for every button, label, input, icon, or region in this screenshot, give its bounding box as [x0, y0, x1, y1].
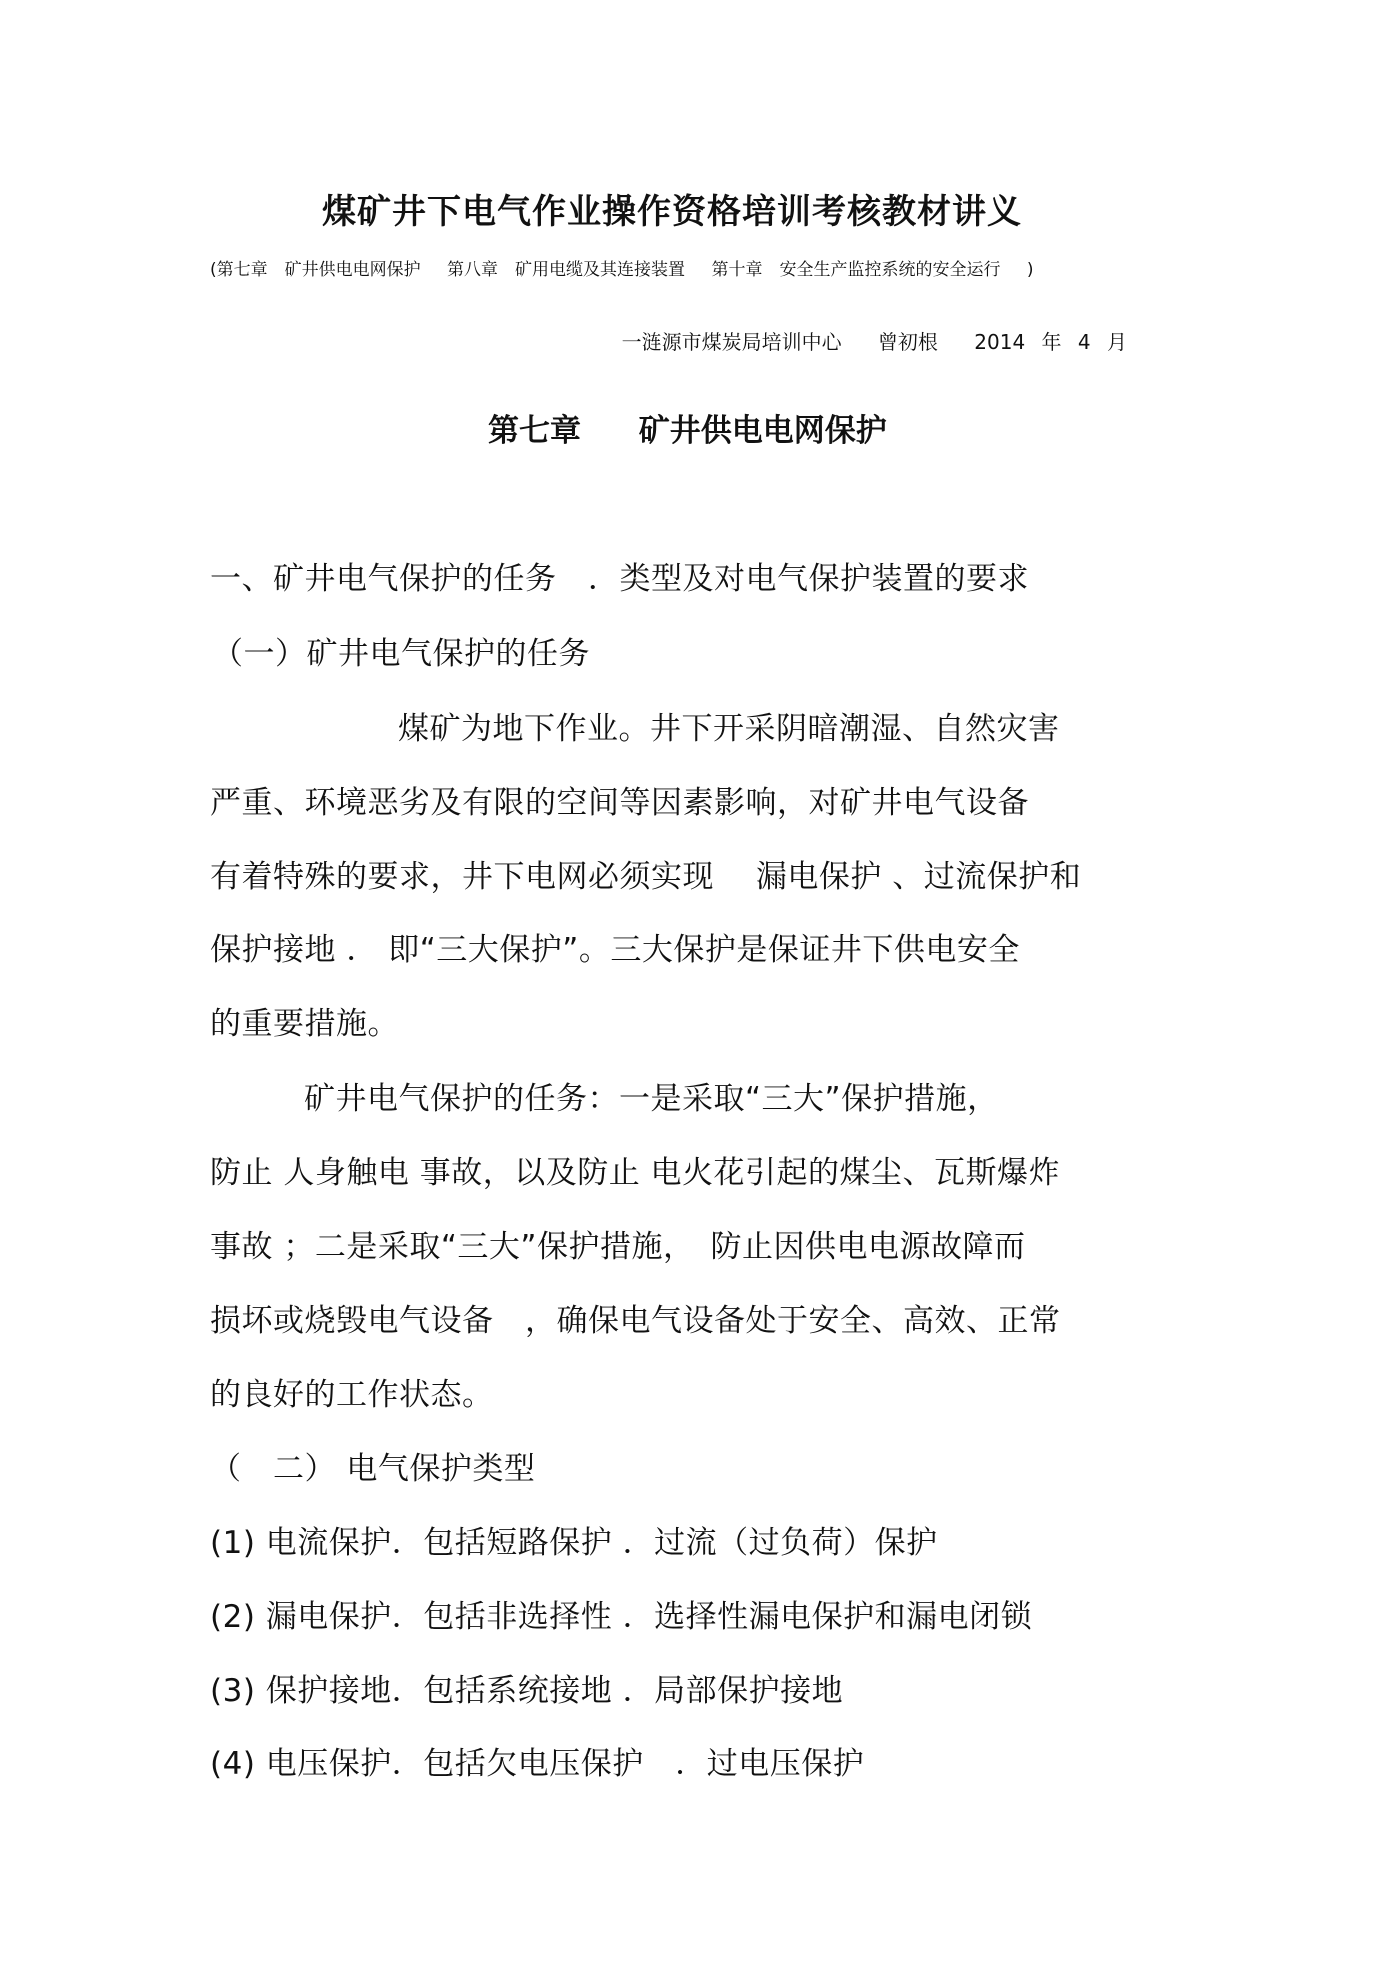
author-line: 一涟源市煤炭局培训中心 曾初根 2014 年 4 月 [621, 330, 1127, 354]
para2-line5: 的良好的工作状态。 [210, 1377, 494, 1413]
para2-line1: 矿井电气保护的任务：一是采取“三大”保护措施， [304, 1081, 999, 1117]
type-list-item: (4) 电压保护．包括欠电压保护 ．过电压保护 [210, 1746, 865, 1782]
subsection2-heading: （ 二） 电气保护类型 [210, 1451, 536, 1487]
document-title: 煤矿井下电气作业操作资格培训考核教材讲义 [322, 192, 1022, 232]
para1-line5: 的重要措施。 [210, 1006, 399, 1042]
para2-line4: 损坏或烧毁电气设备 ，确保电气设备处于安全、高效、正常 [210, 1303, 1061, 1339]
para1-line4: 保护接地 ． 即“三大保护”。三大保护是保证井下供电安全 [210, 932, 1020, 968]
chapter-heading: 第七章 矿井供电电网保护 [488, 413, 887, 449]
subsection1-heading: （一）矿井电气保护的任务 [212, 636, 590, 672]
para1-line2: 严重、环境恶劣及有限的空间等因素影响，对矿井电气设备 [210, 785, 1029, 821]
type-list-item: (2) 漏电保护．包括非选择性 ．选择性漏电保护和漏电闭锁 [210, 1599, 1033, 1635]
document-subtitle: (第七章 矿井供电电网保护 第八章 矿用电缆及其连接装置 第十章 安全生产监控系统的安全运行 ) [210, 260, 1034, 280]
para2-line2: 防止 人身触电 事故，以及防止 电火花引起的煤尘、瓦斯爆炸 [210, 1155, 1061, 1191]
para1-line3: 有着特殊的要求，井下电网必须实现 漏电保护 、过流保护和 [210, 859, 1082, 895]
type-list-item: (1) 电流保护．包括短路保护 ．过流（过负荷）保护 [210, 1525, 938, 1561]
para1-line1: 煤矿为地下作业。井下开采阴暗潮湿、自然灾害 [398, 711, 1060, 747]
para2-line3: 事故 ；二是采取“三大”保护措施， 防止因供电电源故障而 [210, 1229, 1026, 1265]
type-list-item: (3) 保护接地．包括系统接地 ．局部保护接地 [210, 1673, 844, 1709]
section1-heading: 一、矿井电气保护的任务 ．类型及对电气保护装置的要求 [210, 561, 1029, 597]
